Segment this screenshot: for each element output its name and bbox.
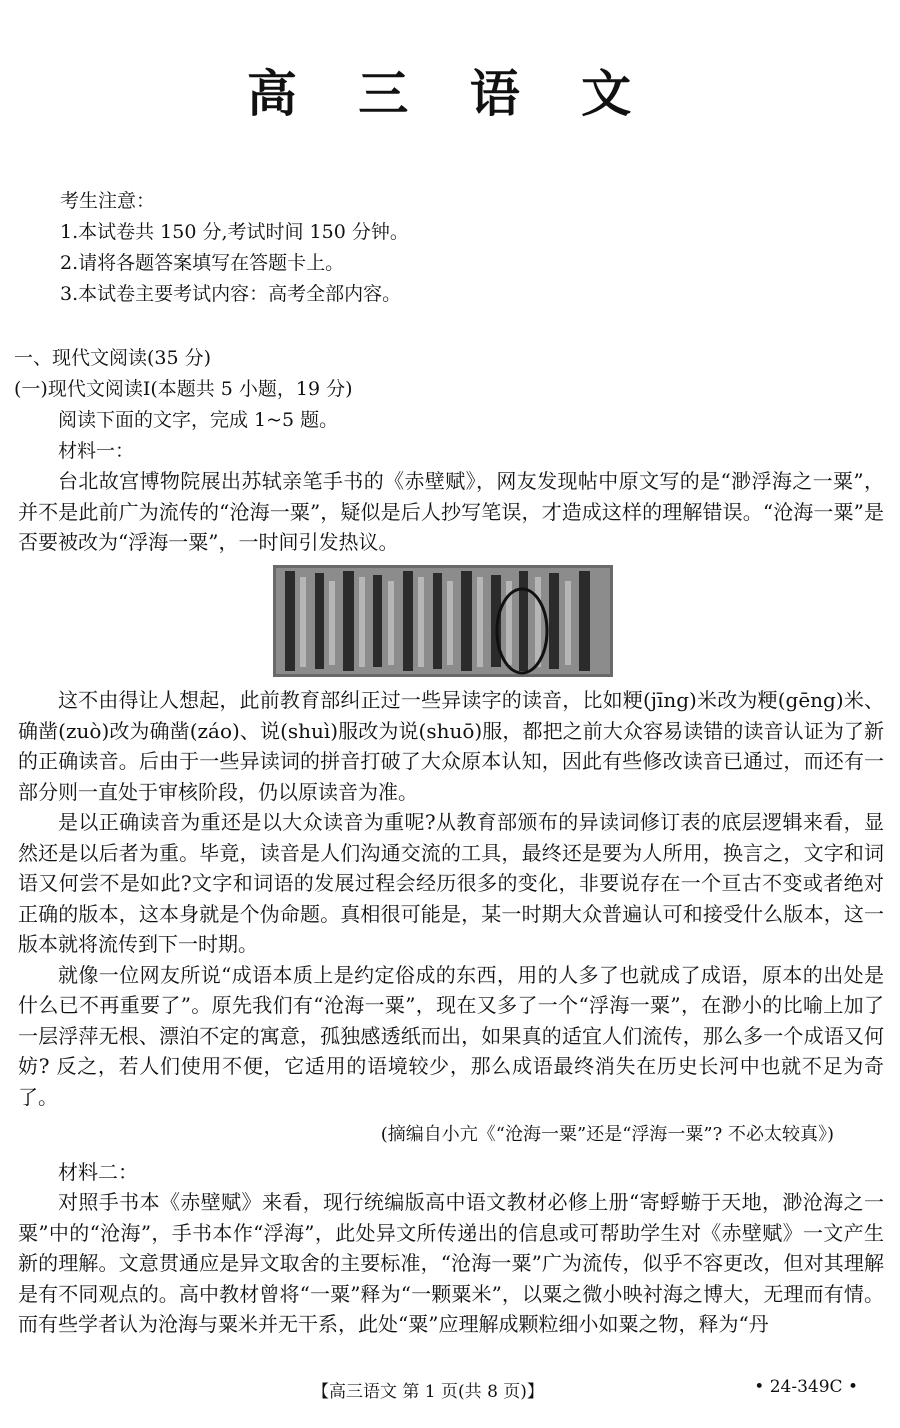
exam-notice xyxy=(60,186,409,310)
material1-paragraph: 就像一位网友所说“成语本质上是约定俗成的东西，用的人多了也就成了成语，原本的出处是什么已不再重要了”。原先我们有“沧海一粟”，现在又多了一个“浮海一粟”，在渺小的比喻上加了一层浮萍无根、漂泊不定的寓意，孤独感透纸而出，如果真的适宜人们流传，那么多一个成语又何妨? 反之，若人们使用不便，它适用的语境较少，那么成语最终消失在历史长河中也就不足为奇了。 xyxy=(18,962,884,1109)
material1-paragraph: 是以正确读音为重还是以大众读音为重呢?从教育部颁布的异读词修订表的底层逻辑来看，显然还是以后者为重。毕竟，读音是人们沟通交流的工具，最终还是要为人所用，换言之，文字和词语又何尝不是如此?文字和词语的发展过程会经历很多的变化，非要说存在一个亘古不变或者绝对正确的版本，这本身就是个伪命题。真相很可能是，某一时期大众普遍认可和接受什么版本，这一版本就将流传到下一时期。 xyxy=(18,810,884,956)
section-heading: 一、现代文阅读(35 分) xyxy=(14,347,212,369)
notice-item: 2.请将各题答案填写在答题卡上。 xyxy=(60,252,345,274)
material2-label: 材料二： xyxy=(58,1159,138,1184)
material1-label: 材料一： xyxy=(58,440,135,462)
section-subheading: (一)现代文阅读Ⅰ(本题共 5 小题，19 分) xyxy=(14,378,353,400)
notice-item: 1.本试卷共 150 分,考试时间 150 分钟。 xyxy=(60,221,409,243)
exam-code: • 24-349C • xyxy=(754,1377,858,1397)
page-title: 高 三 语 文 xyxy=(246,65,654,123)
notice-heading: 考生注意： xyxy=(60,190,156,212)
section-instruction: 阅读下面的文字，完成 1~5 题。 xyxy=(58,409,339,431)
article-body xyxy=(18,685,884,1340)
material1-intro-text: 台北故宫博物院展出苏轼亲笔手书的《赤壁赋》，网友发现帖中原文写的是“渺浮海之一粟”，并不是此前广为流传的“沧海一粟”，疑似是后人抄写笔误，才造成这样的理解错误。“沧海一粟”是否要被改为“浮海一粟”，一时间引发热议。 xyxy=(18,469,884,554)
page-number: 【高三语文 第 1 页(共 8 页)】 xyxy=(312,1382,544,1402)
notice-item: 3.本试卷主要考试内容：高考全部内容。 xyxy=(60,283,402,305)
material1-paragraph: 这不由得让人想起，此前教育部纠正过一些异读字的读音，比如粳(jīng)米改为粳(gēng)米、确凿(zuò)改为确凿(záo)、说(shuì)服改为说(shuō)服，都把之前大众容易读错的读音认证为了新的正确读音。后由于一些异读词的拼音打破了大众原本认知，因此有些修改读音已通过，而还有一部分则一直处于审核阶段，仍以原读音为准。 xyxy=(18,688,884,804)
material1-source: (摘编自小亢《“沧海一粟”还是“浮海一粟”? 不必太较真》) xyxy=(380,1124,834,1145)
manuscript-image xyxy=(273,565,613,677)
material2-paragraph: 对照手书本《赤壁赋》来看，现行统编版高中语文教材必修上册“寄蜉蝣于天地，渺沧海之一粟”中的“沧海”，手书本作“浮海”，此处异文所传递出的信息或可帮助学生对《赤壁赋》一文产生新的理解。文意贯通应是异文取舍的主要标准，“沧海一粟”广为流传，似乎不容更改，但对其理解是有不同观点的。高中教材曾将“一粟”释为“一颗粟米”，以粟之微小映衬海之博大，无理而有情。而有些学者认为沧海与粟米并无干系，此处“粟”应理解成颗粒细小如粟之物，释为“丹 xyxy=(18,1190,884,1336)
material1-intro xyxy=(18,466,884,558)
